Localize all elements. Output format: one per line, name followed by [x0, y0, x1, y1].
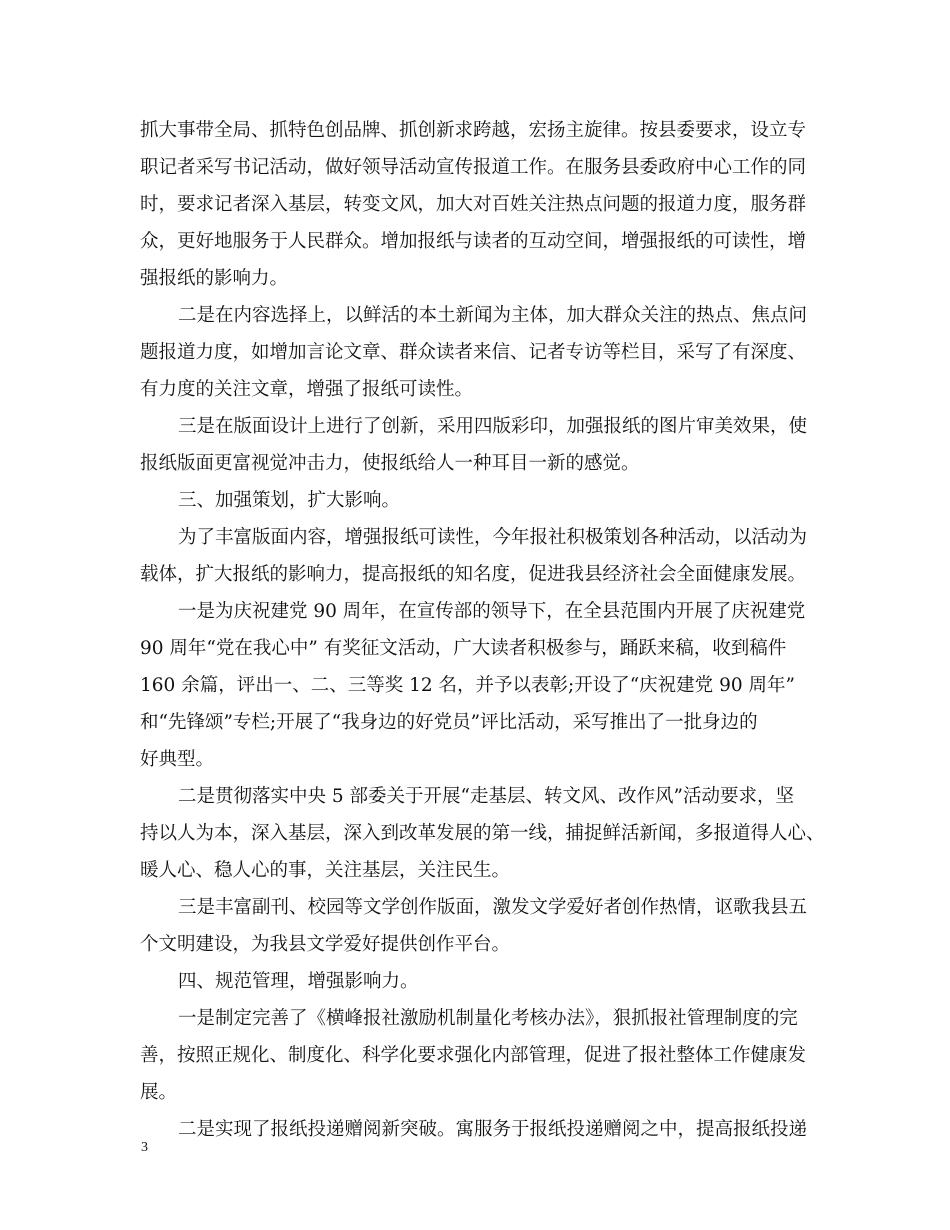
text-line: 持以人为本，深入基层，深入到改革发展的第一线，捕捉鲜活新闻，多报道得人心、	[140, 823, 825, 844]
paragraph-first-line: 二是实现了报纸投递赠阅新突破。寓服务于报纸投递赠阅之中，提高报纸投递	[178, 1119, 808, 1140]
paragraph-first-line: 二是贯彻落实中央 5 部委关于开展“走基层、转文风、改作风”活动要求，坚	[178, 786, 794, 807]
paragraph-first-line: 一是制定完善了《横峰报社激励机制量化考核办法》，狠抓报社管理制度的完	[178, 1008, 798, 1029]
text-line: 众，更好地服务于人民群众。增加报纸与读者的互动空间，增强报纸的可读性，增	[140, 231, 807, 252]
paragraph-first-line: 一是为庆祝建党 90 周年，在宣传部的领导下，在全县范围内开展了庆祝建党	[178, 601, 806, 622]
text-line: 时，要求记者深入基层，转变文风，加大对百姓关注热点问题的报道力度，服务群	[140, 194, 807, 215]
text-line: 160 余篇，评出一、二、三等奖 12 名，并予以表彰;开设了“庆祝建党 90 周年”	[140, 675, 795, 696]
text-line: 和“先锋颂”专栏;开展了“我身边的好党员”评比活动，采写推出了一批身边的	[140, 712, 758, 733]
text-line: 有力度的关注文章，增强了报纸可读性。	[140, 379, 474, 400]
body-text	[140, 112, 825, 1148]
text-line: 善，按照正规化、制度化、科学化要求强化内部管理，促进了报社整体工作健康发	[140, 1045, 807, 1066]
text-line: 报纸版面更富视觉冲击力，使报纸给人一种耳目一新的感觉。	[140, 453, 640, 474]
page-number: 3	[141, 1140, 148, 1155]
paragraph-first-line: 为了丰富版面内容，增强报纸可读性，今年报社积极策划各种活动，以活动为	[178, 527, 808, 548]
paragraph-first-line: 三是丰富副刊、校园等文学创作版面，激发文学爱好者创作热情，讴歌我县五	[178, 897, 808, 918]
text-line: 暖人心、稳人心的事，关注基层，关注民生。	[140, 860, 511, 881]
text-line: 90 周年“党在我心中” 有奖征文活动，广大读者积极参与，踊跃来稿，收到稿件	[140, 638, 787, 659]
text-line: 展。	[140, 1082, 178, 1103]
text-line: 抓大事带全局、抓特色创品牌、抓创新求跨越，宏扬主旋律。按县委要求，设立专	[140, 120, 807, 141]
text-line: 个文明建设，为我县文学爱好提供创作平台。	[140, 934, 511, 955]
text-line: 职记者采写书记活动，做好领导活动宣传报道工作。在服务县委政府中心工作的同	[140, 157, 807, 178]
text-line: 强报纸的影响力。	[140, 268, 289, 289]
text-line: 载体，扩大报纸的影响力，提高报纸的知名度，促进我县经济社会全面健康发展。	[140, 564, 807, 585]
paragraph-first-line: 三是在版面设计上进行了创新，采用四版彩印，加强报纸的图片审美效果，使	[178, 416, 808, 437]
section-heading: 四、规范管理，增强影响力。	[178, 971, 419, 992]
text-line: 题报道力度，如增加言论文章、群众读者来信、记者专访等栏目，采写了有深度、	[140, 342, 807, 363]
paragraph-first-line: 二是在内容选择上，以鲜活的本土新闻为主体，加大群众关注的热点、焦点问	[178, 305, 808, 326]
text-line: 好典型。	[140, 749, 215, 770]
section-heading: 三、加强策划，扩大影响。	[178, 490, 401, 511]
